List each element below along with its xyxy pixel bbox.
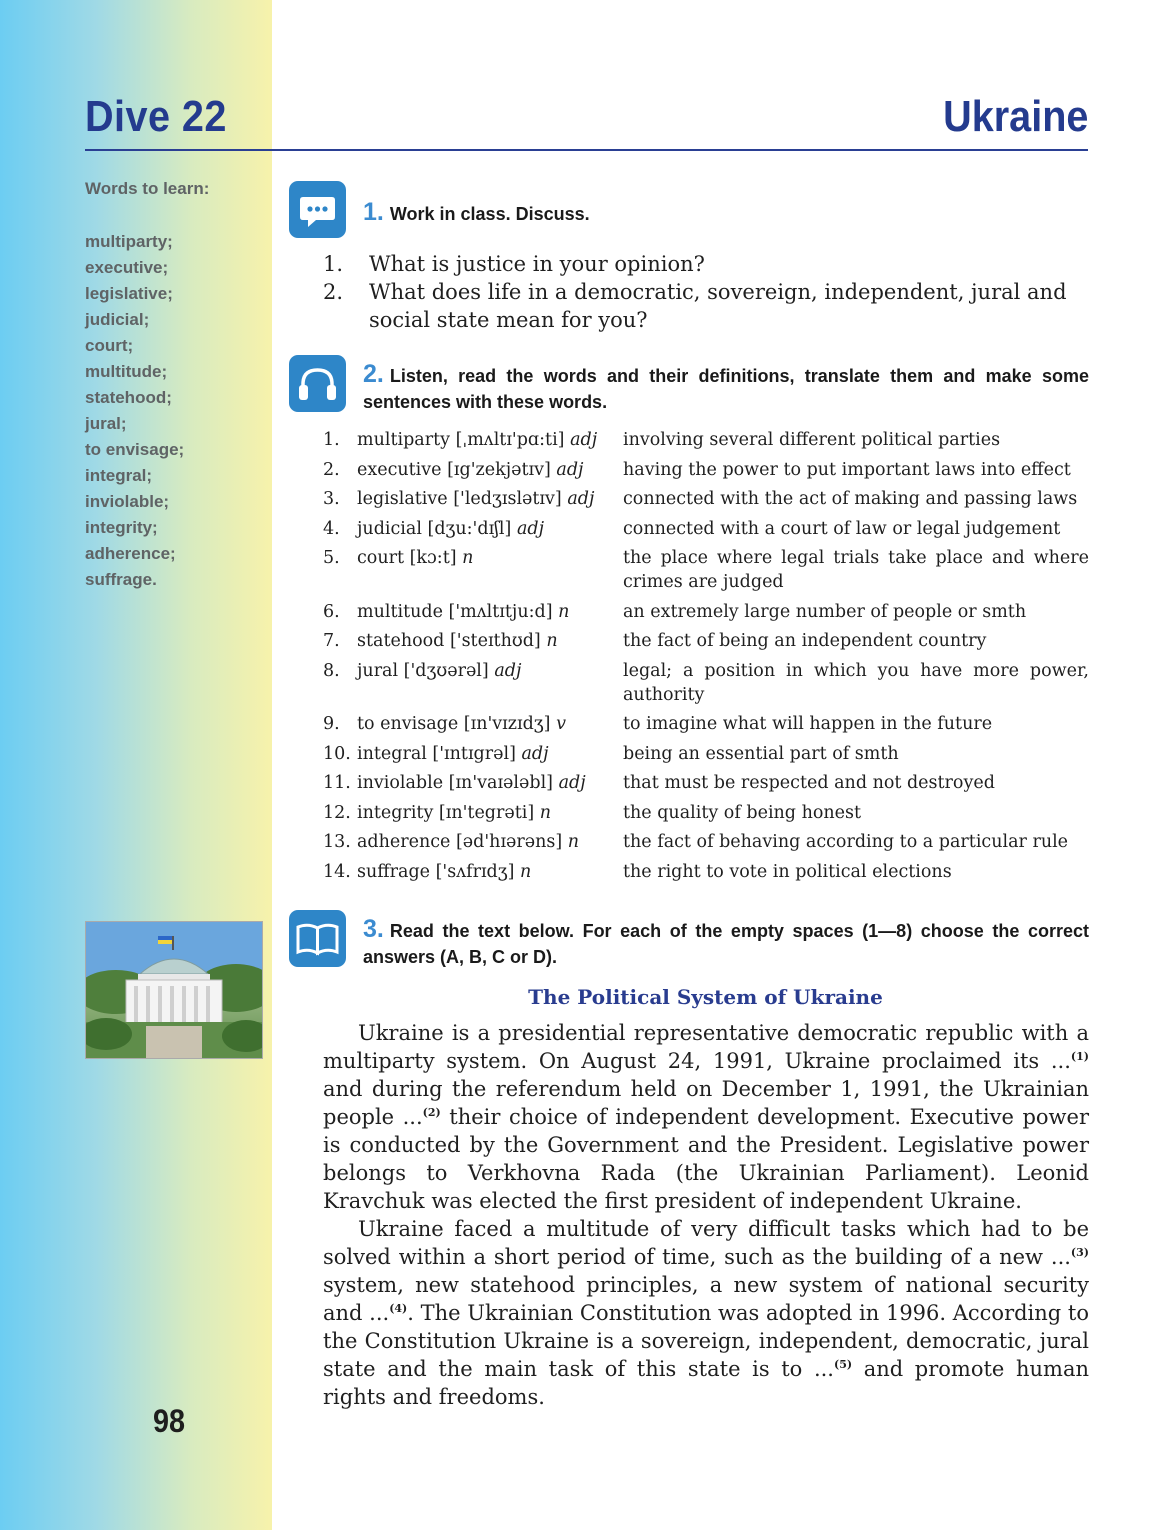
vocabulary-number: 2. — [323, 459, 340, 480]
paragraph — [323, 1215, 1089, 1411]
question-text: What is justice in your opinion? — [369, 252, 705, 276]
vocabulary-row — [323, 629, 1089, 659]
task-number: 3. — [363, 915, 384, 943]
task-instruction: Work in class. Discuss. — [389, 204, 590, 224]
header-divider — [85, 149, 1088, 151]
part-of-speech: adj — [494, 660, 522, 681]
part-of-speech: n — [567, 832, 580, 852]
words-to-learn-list — [85, 229, 184, 593]
question-number: 2. — [323, 280, 344, 304]
vocabulary-row — [323, 771, 1089, 801]
gap-marker: (4) — [389, 1302, 408, 1315]
vocabulary-row — [323, 600, 1089, 630]
word-with-transcription: court [kɔ:t] — [357, 548, 457, 568]
reading-text — [323, 1019, 1089, 1411]
text-run: their choice of independent development. Executive power is conducted by the Government and the President. Legislative power belongs to Verkhovna Rada (the Ukrainian Parliament). Leonid Kravchuk was elected the first president of independent Ukraine. — [323, 1105, 1089, 1213]
task-number: 2. — [363, 360, 384, 388]
vocabulary-number: 10. — [323, 743, 351, 764]
vocabulary-word — [357, 600, 623, 630]
vocabulary-number: 6. — [323, 601, 340, 622]
word-with-transcription: multitude ['mʌltɪtju:d] — [357, 601, 553, 622]
word-item: integrity; — [85, 518, 158, 537]
word-with-transcription: adherence [əd'hɪərəns] — [357, 832, 563, 852]
vocabulary-word — [357, 458, 623, 488]
part-of-speech: n — [546, 631, 558, 651]
word-item: integral; — [85, 466, 153, 485]
vocabulary-row — [323, 428, 1089, 458]
words-to-learn-heading: Words to learn: — [85, 179, 210, 198]
word-with-transcription: jural ['dʒʊərəl] — [357, 660, 489, 681]
vocabulary-row — [323, 458, 1089, 488]
vocabulary-definition: legal; a position in which you have more power, authority — [623, 660, 1089, 705]
word-item: court; — [85, 336, 134, 355]
part-of-speech: n — [520, 861, 532, 882]
vocabulary-definition: connected with the act of making and passing laws — [623, 489, 1078, 509]
task-instruction: Read the text below. For each of the empty spaces (1—8) choose the correct answers (A, B, C or D). — [363, 921, 1089, 967]
vocabulary-word — [357, 860, 623, 890]
gap-marker: (5) — [833, 1358, 853, 1371]
vocabulary-number: 5. — [323, 548, 340, 568]
task-instruction: Listen, read the words and their definitions, translate them and make some sentences with these words. — [363, 366, 1089, 412]
part-of-speech: adj — [521, 743, 549, 764]
part-of-speech: n — [462, 548, 474, 568]
word-with-transcription: multiparty [ˌmʌltɪ'pɑ:ti] — [357, 430, 565, 450]
vocabulary-word — [357, 629, 623, 659]
word-item: legislative; — [85, 284, 173, 303]
vocabulary-number: 1. — [323, 430, 340, 450]
text-run: and during the referendum held on December 1, 1991, the Ukrainian people ... — [323, 1077, 1089, 1129]
vocabulary-definition: having the power to put important laws into effect — [623, 459, 1071, 480]
word-item: to envisage; — [85, 440, 185, 459]
vocabulary-definition: that must be respected and not destroyed — [623, 773, 995, 793]
vocabulary-row — [323, 712, 1089, 742]
parliament-building-photo — [85, 921, 263, 1059]
task-2-heading — [363, 361, 1089, 415]
vocabulary-row — [323, 830, 1089, 860]
text-run: system, new statehood principles, a new system of national security and ... — [323, 1273, 1089, 1325]
gap-marker: (3) — [1070, 1246, 1089, 1259]
vocabulary-word — [357, 771, 623, 801]
vocabulary-row — [323, 801, 1089, 831]
vocabulary-definition: being an essential part of smth — [623, 743, 899, 764]
speech-bubble-icon — [289, 181, 346, 238]
list-item — [323, 250, 1088, 278]
word-with-transcription: to envisage [ɪn'vɪzɪdʒ] — [357, 714, 551, 734]
word-item: suffrage. — [85, 570, 157, 589]
word-item: jural; — [85, 414, 127, 433]
vocabulary-word — [357, 487, 623, 517]
word-item: judicial; — [85, 310, 150, 329]
vocabulary-definition: connected with a court of law or legal judgement — [623, 518, 1061, 539]
word-item: inviolable; — [85, 492, 170, 511]
vocabulary-number: 7. — [323, 631, 340, 651]
vocabulary-number: 4. — [323, 518, 340, 539]
word-with-transcription: legislative ['ledʒɪslətɪv] — [357, 489, 562, 509]
vocabulary-row — [323, 517, 1089, 547]
word-with-transcription: integrity [ɪn'tegrəti] — [357, 802, 535, 823]
word-with-transcription: suffrage ['sʌfrɪdʒ] — [357, 861, 515, 882]
vocabulary-word — [357, 830, 623, 860]
word-with-transcription: executive [ɪg'zekjətɪv] — [357, 459, 551, 480]
question-text: What does life in a democratic, sovereign, independent, jural and social state mean for you? — [369, 280, 1067, 332]
vocabulary-number: 3. — [323, 489, 340, 509]
open-book-icon — [289, 910, 346, 967]
vocabulary-word — [357, 742, 623, 772]
part-of-speech: adj — [570, 430, 598, 450]
word-item: executive; — [85, 258, 169, 277]
vocabulary-number: 11. — [323, 773, 351, 793]
word-with-transcription: statehood ['steɪthʊd] — [357, 631, 541, 651]
part-of-speech: adj — [567, 489, 595, 509]
gap-marker: (1) — [1070, 1050, 1089, 1063]
reading-text-title: The Political System of Ukraine — [528, 985, 883, 1009]
task-3-heading — [363, 916, 1089, 970]
word-item: multiparty; — [85, 232, 173, 251]
word-with-transcription: inviolable [ɪn'vaɪələbl] — [357, 773, 553, 793]
paragraph — [323, 1019, 1089, 1215]
vocabulary-word — [357, 546, 623, 600]
word-with-transcription: judicial [dʒu:'dɪʃl] — [357, 518, 512, 539]
vocabulary-definition: the place where legal trials take place and where crimes are judged — [623, 548, 1089, 592]
vocabulary-definition: the fact of being an independent country — [623, 631, 987, 651]
vocabulary-definition: the right to vote in political elections — [623, 861, 952, 882]
vocabulary-row — [323, 546, 1089, 600]
vocabulary-definition: an extremely large number of people or smth — [623, 601, 1027, 622]
vocabulary-row — [323, 742, 1089, 772]
task-number: 1. — [363, 198, 384, 226]
word-item: multitude; — [85, 362, 168, 381]
vocabulary-row — [323, 860, 1089, 890]
vocabulary-word — [357, 659, 623, 713]
vocabulary-definition: to imagine what will happen in the future — [623, 714, 993, 734]
vocabulary-number: 14. — [323, 861, 351, 882]
vocabulary-number: 9. — [323, 714, 340, 734]
vocabulary-definition: the quality of being honest — [623, 802, 862, 823]
vocabulary-number: 8. — [323, 660, 340, 681]
vocabulary-definition: involving several different political parties — [623, 430, 1001, 450]
vocabulary-word — [357, 517, 623, 547]
word-item: statehood; — [85, 388, 172, 407]
word-with-transcription: integral ['ɪntɪgrəl] — [357, 743, 516, 764]
text-run: . The Ukrainian Constitution was adopted in 1996. According to the Constitution Ukraine is a sovereign, independent, democratic, jural state and the main task of this state is to ... — [323, 1301, 1090, 1381]
part-of-speech: adj — [556, 459, 584, 480]
question-number: 1. — [323, 252, 344, 276]
vocabulary-definition: the fact of behaving according to a particular rule — [623, 832, 1069, 852]
part-of-speech: v — [556, 714, 566, 734]
discussion-questions — [323, 250, 1088, 334]
vocabulary-row — [323, 659, 1089, 713]
vocabulary-row — [323, 487, 1089, 517]
page-number: 98 — [153, 1403, 186, 1439]
task-1-heading — [363, 199, 1089, 227]
part-of-speech: n — [539, 802, 552, 823]
page-title: Ukraine — [942, 92, 1088, 141]
vocabulary-number: 12. — [323, 802, 351, 823]
vocabulary-word — [357, 801, 623, 831]
list-item — [323, 278, 1088, 334]
vocabulary-number: 13. — [323, 832, 351, 852]
vocabulary-word — [357, 428, 623, 458]
part-of-speech: adj — [516, 518, 544, 539]
text-run: and promote human rights and freedoms. — [323, 1357, 1089, 1409]
vocabulary-table — [323, 428, 1089, 889]
text-run: Ukraine faced a multitude of very difficult tasks which had to be solved within a short period of time, such as the building of a new ... — [323, 1217, 1089, 1269]
gap-marker: (2) — [422, 1106, 441, 1119]
part-of-speech: n — [558, 601, 570, 622]
word-item: adherence; — [85, 544, 176, 563]
headphones-icon — [289, 355, 346, 412]
dive-number: Dive 22 — [85, 92, 227, 141]
text-run: Ukraine is a presidential representative democratic republic with a multiparty system. On August 24, 1991, Ukraine proclaimed its ... — [323, 1021, 1089, 1073]
part-of-speech: adj — [558, 773, 586, 793]
vocabulary-word — [357, 712, 623, 742]
